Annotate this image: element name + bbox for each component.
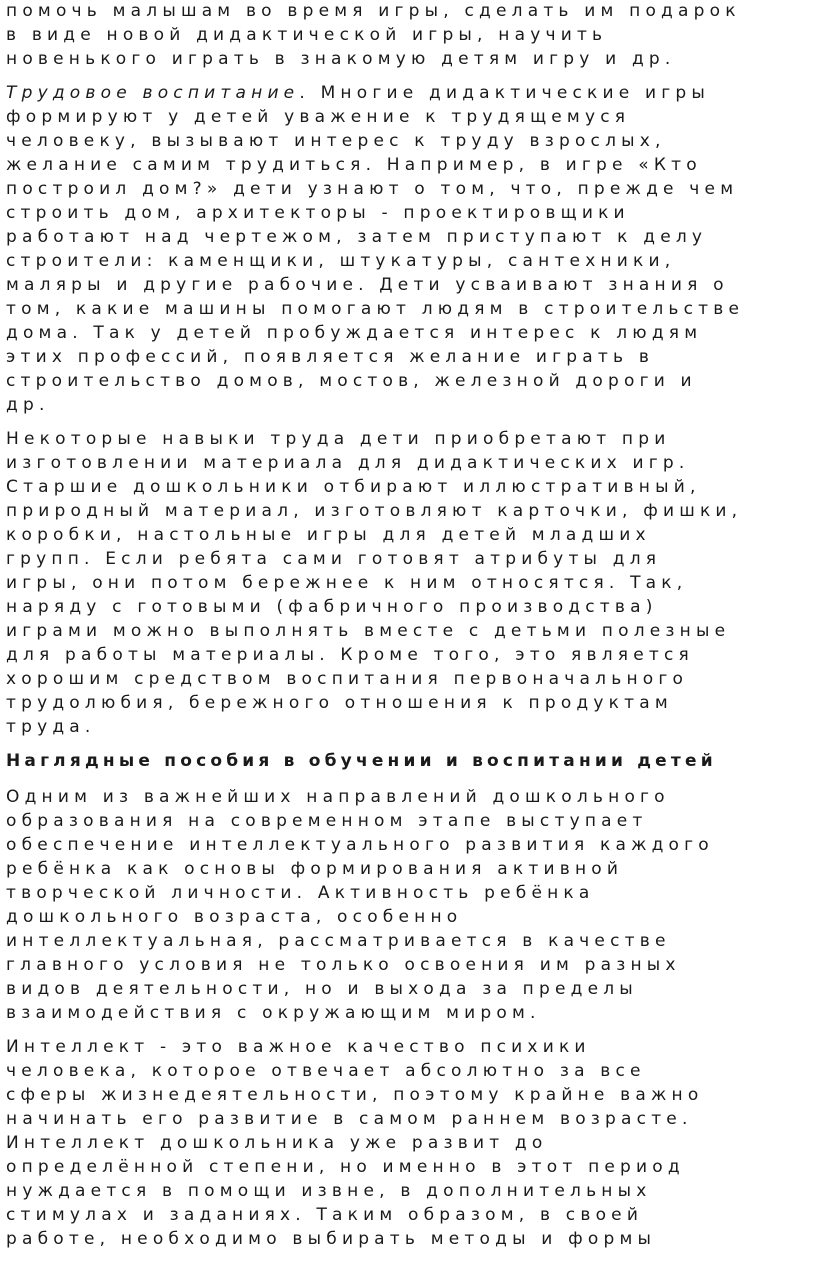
text-line: обеспечение интеллектуального развития каждого <box>6 835 714 855</box>
document-page <box>6 0 814 1261</box>
text-line: Одним из важнейших направлений дошкольного <box>6 787 670 807</box>
text-line: строители: каменщики, штукатуры, сантехники, <box>6 251 676 271</box>
text-line: игры, они потом бережнее к ним относятся. Так, <box>6 573 688 593</box>
emphasis-term: Трудовое воспитание <box>6 83 300 103</box>
text-line: ребёнка как основы формирования активной <box>6 859 624 879</box>
text-line: начинать его развитие в самом раннем возрасте. <box>6 1109 693 1129</box>
text-line <box>6 81 814 105</box>
text-line: построил дом?» дети узнают о том, что, прежде чем <box>6 179 739 199</box>
text-line: природный материал, изготовляют карточки, фишки, <box>6 501 743 521</box>
text-line: человека, которое отвечает абсолютно за все <box>6 1061 646 1081</box>
text-line: дома. Так у детей пробуждается интерес к людям <box>6 323 703 343</box>
text-line: новенького играть в знакомую детям игру и др. <box>6 49 676 69</box>
text-line: коробки, настольные игры для детей младших <box>6 525 651 545</box>
paragraph-intellect <box>6 1035 814 1251</box>
text-line: строительство домов, мостов, железной дороги и <box>6 371 697 391</box>
paragraph-intellectual-development <box>6 785 814 1025</box>
text-line: др. <box>6 395 50 415</box>
paragraph-game-help <box>6 0 814 71</box>
text-line: главного условия не только освоения им разных <box>6 955 681 975</box>
text-line: изготовлении материала для дидактических игр. <box>6 453 690 473</box>
text-line: помочь малышам во время игры, сделать им подарок <box>6 1 741 21</box>
text-line: наряду с готовыми (фабричного производства) <box>6 597 658 617</box>
text-line: сферы жизнедеятельности, поэтому крайне важно <box>6 1085 704 1105</box>
text-line: интеллектуальная, рассматривается в качестве <box>6 931 671 951</box>
text-line: трудолюбия, бережного отношения к продуктам <box>6 693 673 713</box>
text-line: этих профессий, появляется желание играть в <box>6 347 655 367</box>
text-line: дошкольного возраста, особенно <box>6 907 463 927</box>
text-line: труда. <box>6 717 96 737</box>
text-line: видов деятельности, но и выхода за пределы <box>6 979 638 999</box>
text-line: Интеллект дошкольника уже развит до <box>6 1133 548 1153</box>
text-line: желание самим трудиться. Например, в игре «Кто <box>6 155 702 175</box>
text-line: маляры и другие рабочие. Дети усваивают знания о <box>6 275 729 295</box>
text-line: хорошим средством воспитания первоначального <box>6 669 689 689</box>
text-line: в виде новой дидактической игры, научить <box>6 25 608 45</box>
section-heading: Наглядные пособия в обучении и воспитании детей <box>6 751 717 771</box>
text-line: для работы материалы. Кроме того, это является <box>6 645 694 665</box>
text-line: образования на современном этапе выступает <box>6 811 648 831</box>
text-line: нуждается в помощи извне, в дополнительных <box>6 1181 652 1201</box>
text-fragment: . Многие дидактические игры <box>299 83 711 103</box>
text-line: Старшие дошкольники отбирают иллюстративный, <box>6 477 701 497</box>
text-line: том, какие машины помогают людям в строительстве <box>6 299 745 319</box>
text-line: строить дом, архитекторы - проектировщики <box>6 203 630 223</box>
text-line: Интеллект - это важное качество психики <box>6 1037 591 1057</box>
text-line: играми можно выполнять вместе с детьми полезные <box>6 621 731 641</box>
text-line: работе, необходимо выбирать методы и формы <box>6 1229 657 1249</box>
paragraph-labor-education <box>6 81 814 417</box>
text-line: определённой степени, но именно в этот период <box>6 1157 685 1177</box>
text-line: групп. Если ребята сами готовят атрибуты для <box>6 549 662 569</box>
text-line: человеку, вызывают интерес к труду взрослых, <box>6 131 666 151</box>
text-line: стимулах и заданиях. Таким образом, в своей <box>6 1205 644 1225</box>
text-line: взаимодействия с окружающим миром. <box>6 1003 541 1023</box>
text-line: творческой личности. Активность ребёнка <box>6 883 595 903</box>
text-line: Некоторые навыки труда дети приобретают при <box>6 429 671 449</box>
text-line: работают над чертежом, затем приступают к делу <box>6 227 708 247</box>
text-line: формируют у детей уважение к трудящемуся <box>6 107 631 127</box>
paragraph-labor-skills <box>6 427 814 739</box>
